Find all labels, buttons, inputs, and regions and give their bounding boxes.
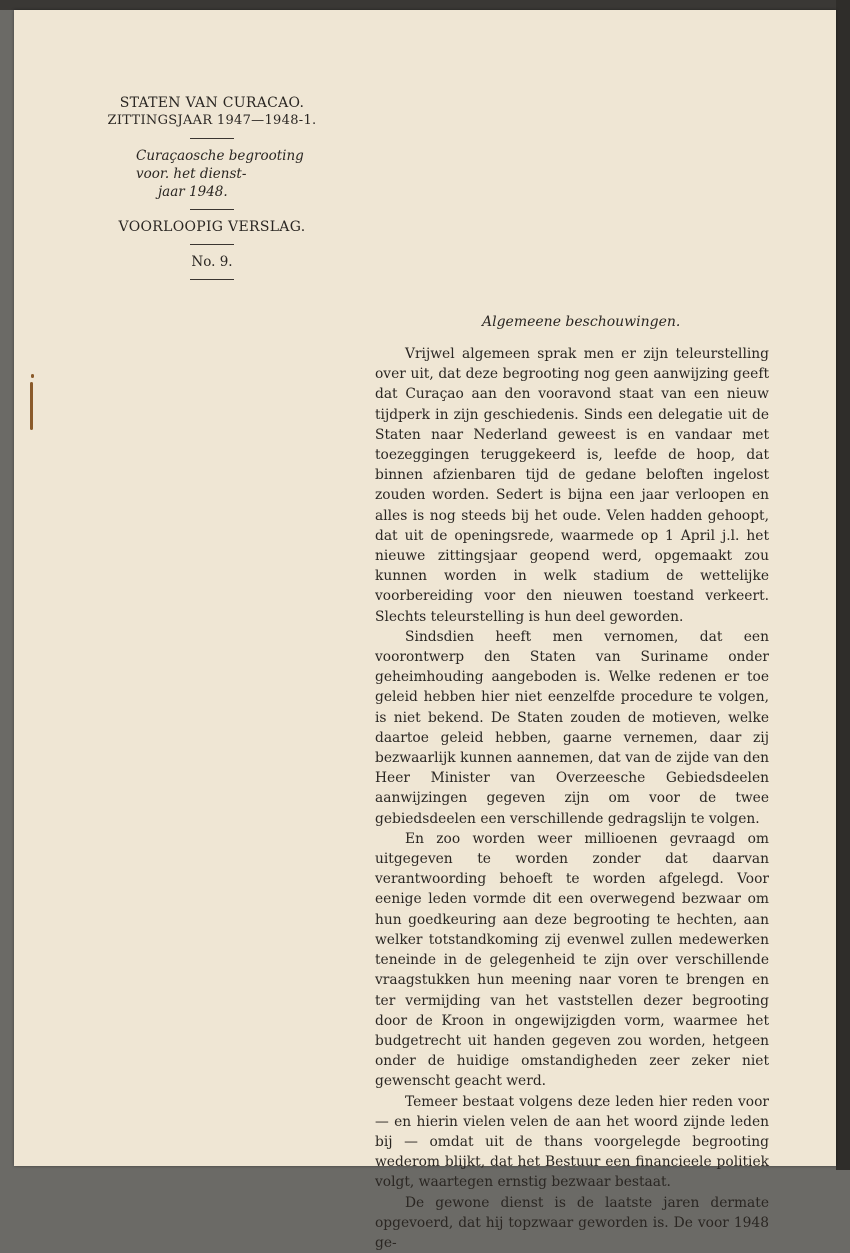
- budget-title-line1: Curaçaosche begrooting voor. het dienst-: [136, 148, 304, 182]
- document-page: [14, 10, 836, 1251]
- section-title: Algemeene beschouwingen.: [482, 314, 681, 330]
- budget-title-line2: jaar 1948.: [158, 184, 228, 200]
- scan-right-edge: [836, 0, 850, 1170]
- report-number: No. 9.: [191, 254, 233, 270]
- header-divider: [190, 279, 234, 280]
- margin-mark: [30, 382, 33, 430]
- budget-title: [92, 147, 332, 201]
- scan-top-edge: [0, 0, 850, 10]
- report-title: VOORLOOPIG VERSLAG.: [118, 219, 306, 235]
- paragraph: De gewone dienst is de laatste jaren dermate opgevoerd, dat hij topzwaar geworden is. De voor 1948 ge-: [375, 1194, 769, 1251]
- paragraph: Vrijwel algemeen sprak men er zijn teleurstelling over uit, dat deze begrooting nog geen aanwijzing geeft dat Curaçao aan den vooravond staat van een nieuw tijdperk in zijn geschiedenis. Sinds een delegatie uit de Staten naar Nederland geweest is en vandaar met toezeggingen teruggekeerd is, leefde de hoop, dat binnen afzienbaren tijd de gedane beloften ingelost zouden worden. Sedert is bijna een jaar verloopen en alles is nog steeds bij het oude. Velen hadden gehoopt, dat uit de openingsrede, waarmede op 1 April j.l. het nieuwe zittingsjaar geopend werd, opgemaakt zou kunnen worden in welk stadium de wettelijke voorbereiding voor den nieuwen toestand verkeert. Slechts teleurstelling is hun deel geworden.: [375, 346, 769, 625]
- document-header: [92, 94, 332, 288]
- header-divider: [190, 138, 234, 139]
- header-divider: [190, 244, 234, 245]
- header-divider: [190, 209, 234, 210]
- header-session-year: ZITTINGSJAAR 1947—1948-1.: [107, 113, 317, 128]
- paragraph: En zoo worden weer millioenen gevraagd om uitgegeven te worden zonder dat daarvan verantwoording behoeft te worden afgelegd. Voor eenige leden vormde dit een overwegend bezwaar om hun goedkeuring aan deze begrooting te hechten, aan welker totstandkoming zij evenwel zullen medewerken teneinde in de gelegenheid te zijn over verschillende vraagstukken hun meening naar voren te brengen en ter vermijding van het vaststellen dezer begrooting door de Kroon in ongewijzigden vorm, waarmee het budgetrecht uit handen gegeven zou worden, hetgeen onder de huidige omstandigheden zeer zeker niet gewenscht geacht werd.: [375, 830, 769, 1090]
- paragraph: Sindsdien heeft men vernomen, dat een voorontwerp den Staten van Suriname onder geheimhouding aangeboden is. Welke redenen er toe geleid hebben hier niet eenzelfde procedure te volgen, is niet bekend. De Staten zouden de motieven, welke daartoe geleid hebben, gaarne vernemen, daar zij bezwaarlijk kunnen aannemen, dat van de zijde van den Heer Minister van Overzeesche Gebiedsdeelen aanwijzingen gegeven zijn om voor de twee gebiedsdeelen een verschillende gedragslijn te volgen.: [375, 628, 769, 827]
- header-institution: STATEN VAN CURACAO.: [119, 95, 305, 111]
- body-text: [375, 344, 769, 1253]
- margin-mark-dot: [31, 374, 34, 378]
- paragraph: Temeer bestaat volgens deze leden hier reden voor — en hierin vielen velen de aan het woord zijnde leden bij — omdat uit de thans voorgelegde begrooting wederom blijkt, dat het Bestuur een financieele politiek volgt, waartegen ernstig bezwaar bestaat.: [375, 1093, 769, 1191]
